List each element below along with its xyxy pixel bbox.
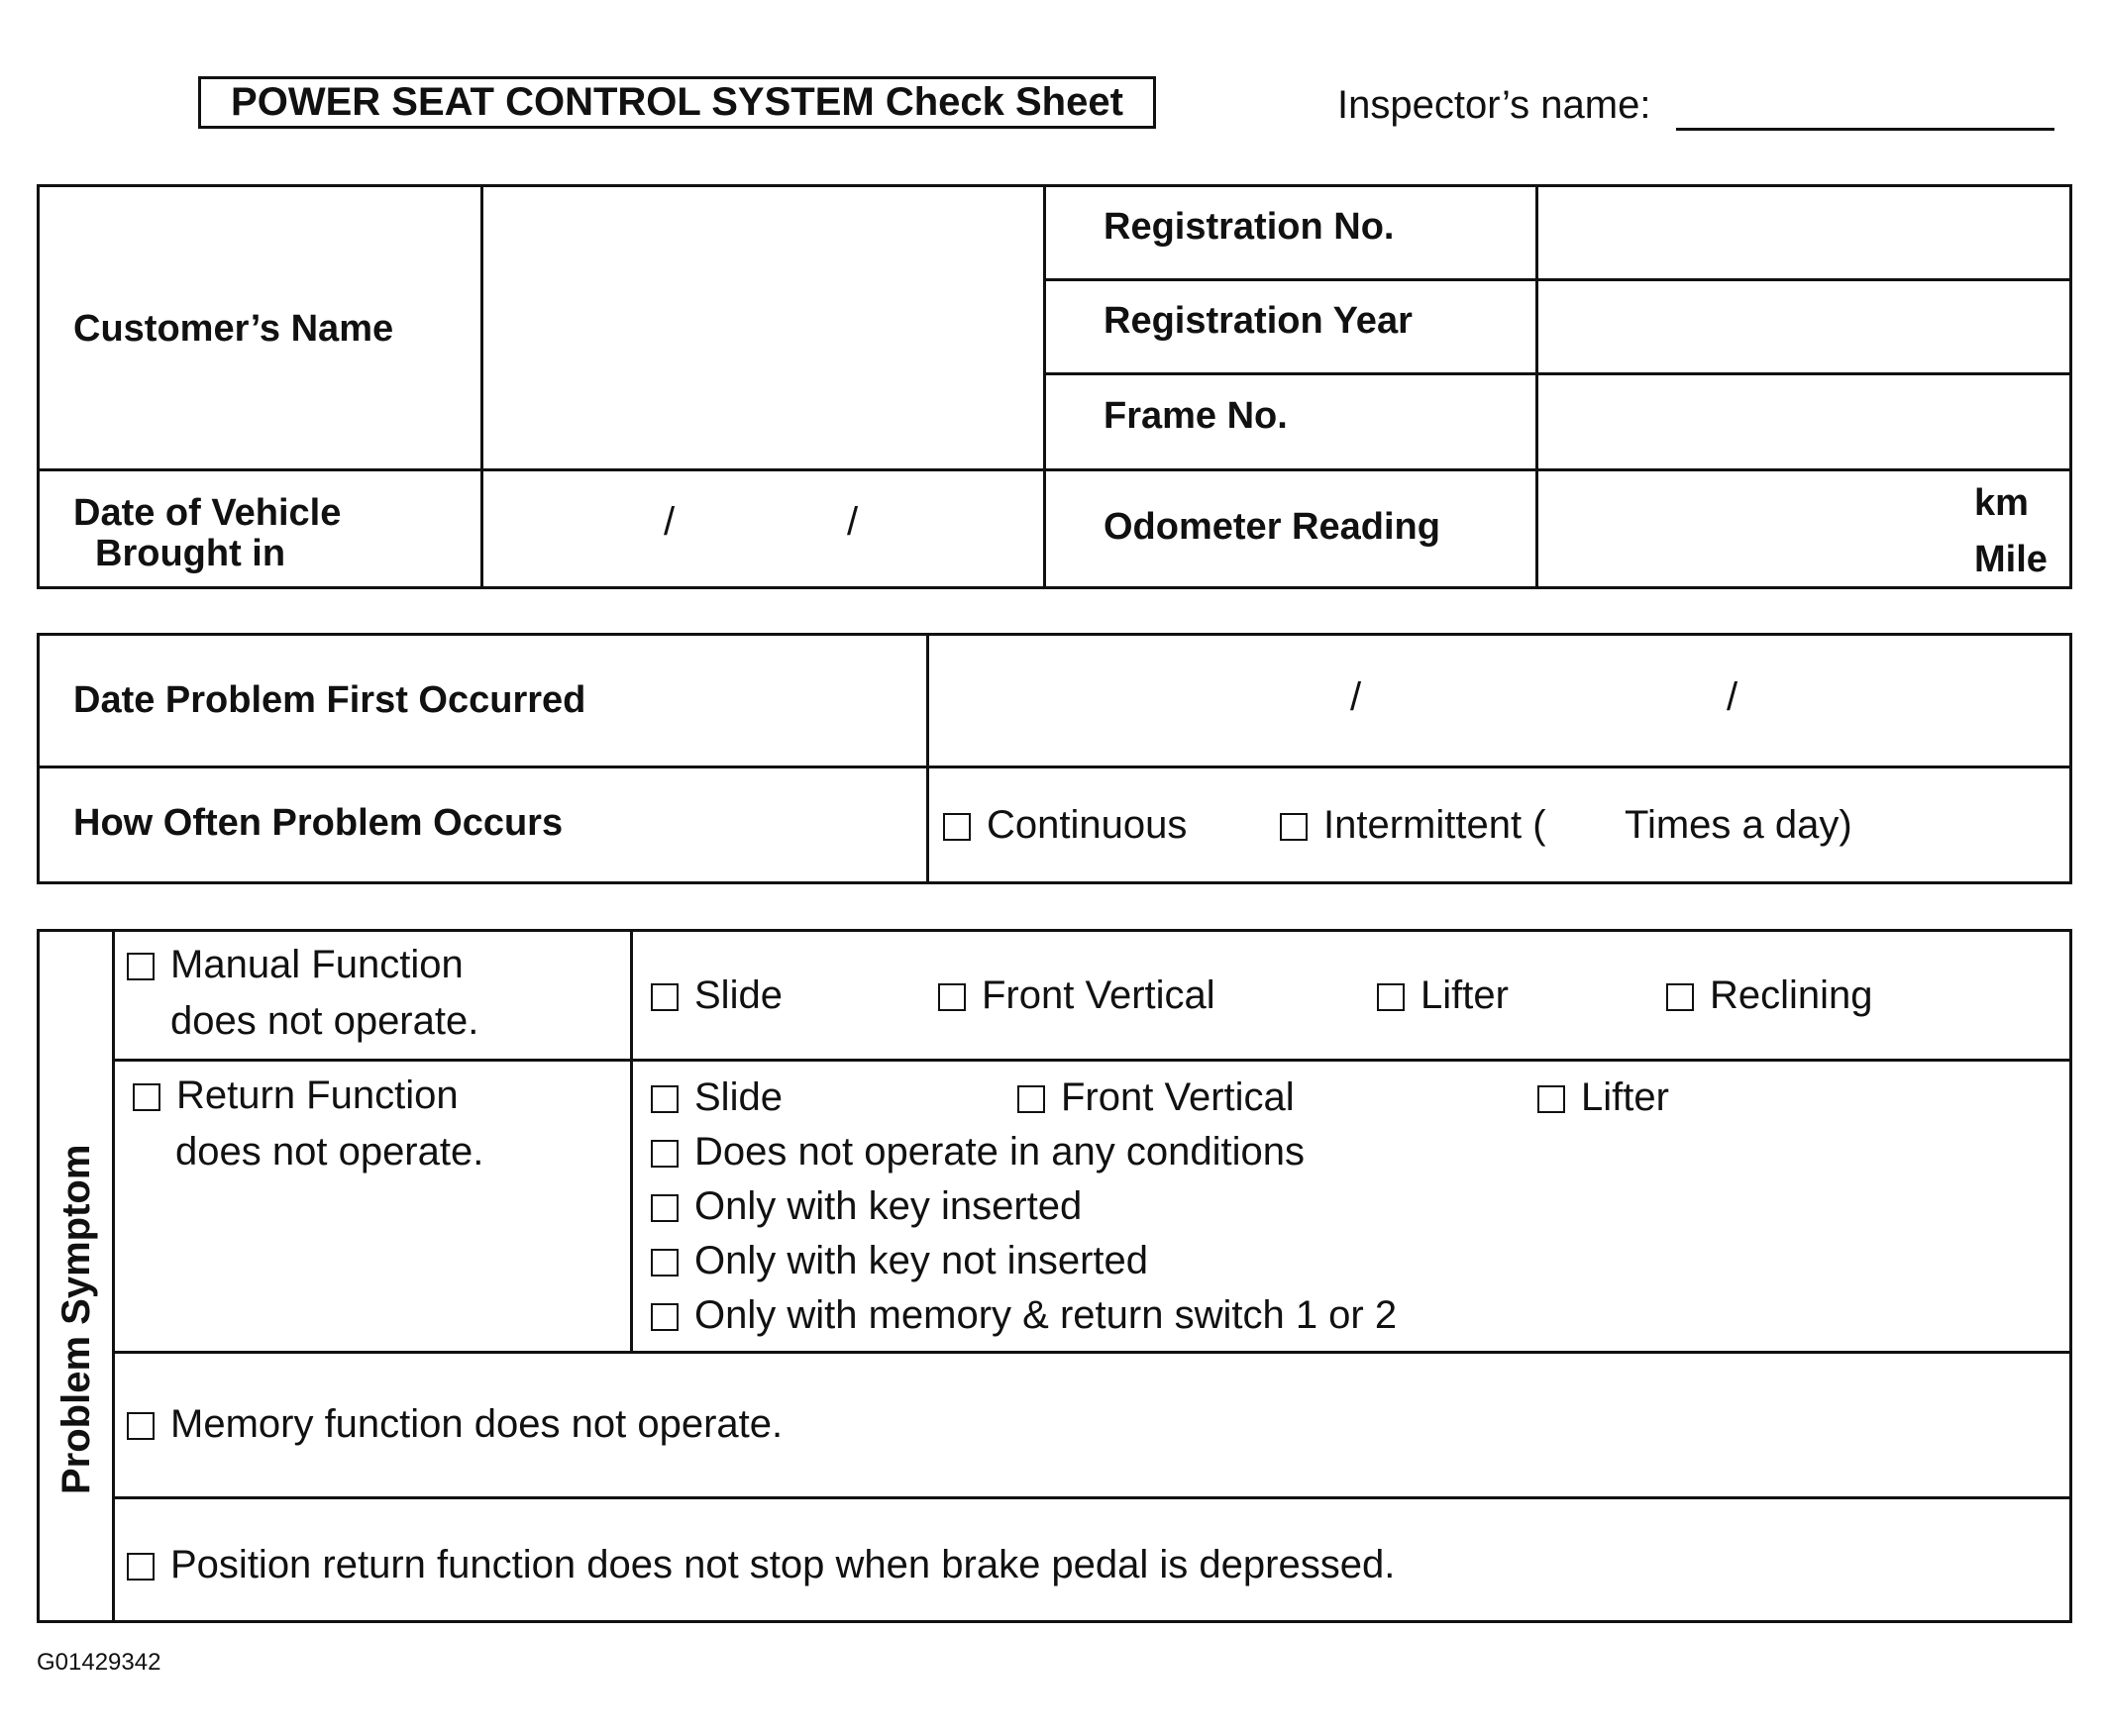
checkbox[interactable] xyxy=(127,1412,155,1440)
frame-no-field[interactable] xyxy=(1540,376,2067,465)
return-option-lifter[interactable]: Lifter xyxy=(1537,1075,1669,1119)
checkbox[interactable] xyxy=(943,813,971,841)
date-separator: / xyxy=(1350,675,1362,719)
checkbox[interactable] xyxy=(1280,813,1308,841)
checkbox[interactable] xyxy=(651,983,679,1011)
manual-option-slide[interactable]: Slide xyxy=(651,973,783,1017)
manual-option-front-vertical[interactable]: Front Vertical xyxy=(938,973,1215,1017)
frame-no-label: Frame No. xyxy=(1104,395,1288,437)
checkbox[interactable] xyxy=(1377,983,1405,1011)
customer-name-label: Customer’s Name xyxy=(73,308,394,350)
figure-id: G01429342 xyxy=(37,1649,161,1676)
return-option-slide[interactable]: Slide xyxy=(651,1075,783,1119)
date-separator: / xyxy=(1727,675,1738,719)
date-first-occurred-field[interactable] xyxy=(931,637,2067,764)
date-brought-in-label-line2: Brought in xyxy=(95,533,286,574)
registration-year-label: Registration Year xyxy=(1104,300,1413,342)
option-continuous[interactable]: Continuous xyxy=(943,803,1187,847)
date-brought-in-label-line1: Date of Vehicle xyxy=(73,492,342,534)
option-return-function[interactable]: Return Function xyxy=(133,1073,459,1117)
condition-memory-return-switch[interactable]: Only with memory & return switch 1 or 2 xyxy=(651,1293,1397,1337)
return-option-front-vertical[interactable]: Front Vertical xyxy=(1017,1075,1295,1119)
condition-key-inserted[interactable]: Only with key inserted xyxy=(651,1184,1082,1228)
how-often-label: How Often Problem Occurs xyxy=(73,802,564,844)
registration-no-field[interactable] xyxy=(1540,188,2067,276)
manual-option-reclining[interactable]: Reclining xyxy=(1666,973,1873,1017)
condition-any[interactable]: Does not operate in any conditions xyxy=(651,1130,1305,1174)
checkbox[interactable] xyxy=(127,1553,155,1581)
checkbox[interactable] xyxy=(938,983,966,1011)
inspector-name-label: Inspector’s name: xyxy=(1337,83,1651,127)
checkbox[interactable] xyxy=(651,1085,679,1113)
checkbox[interactable] xyxy=(651,1303,679,1331)
customer-name-field[interactable] xyxy=(485,188,1040,465)
condition-key-not-inserted[interactable]: Only with key not inserted xyxy=(651,1239,1148,1282)
checkbox[interactable] xyxy=(651,1140,679,1168)
option-intermittent[interactable]: Intermittent ( xyxy=(1280,803,1546,847)
unit-km: km xyxy=(1974,482,2029,524)
checkbox[interactable] xyxy=(651,1194,679,1222)
problem-symptom-label: Problem Symptom xyxy=(54,1144,98,1494)
registration-no-label: Registration No. xyxy=(1104,206,1395,248)
option-memory-function[interactable]: Memory function does not operate. xyxy=(127,1402,783,1446)
date-separator: / xyxy=(664,500,676,544)
option-manual-function[interactable]: Manual Function xyxy=(127,943,464,986)
checkbox[interactable] xyxy=(133,1083,160,1111)
checkbox[interactable] xyxy=(127,953,155,980)
return-function-line2: does not operate. xyxy=(175,1130,484,1174)
date-brought-in-field[interactable] xyxy=(485,472,1040,583)
date-first-occurred-label: Date Problem First Occurred xyxy=(73,679,586,721)
unit-mile: Mile xyxy=(1974,539,2048,580)
option-position-return[interactable]: Position return function does not stop when brake pedal is depressed. xyxy=(127,1543,1395,1586)
checkbox[interactable] xyxy=(1017,1085,1045,1113)
registration-year-field[interactable] xyxy=(1540,282,2067,370)
inspector-name-field[interactable] xyxy=(1676,128,2054,131)
sheet-title: POWER SEAT CONTROL SYSTEM Check Sheet xyxy=(198,76,1156,129)
manual-function-line2: does not operate. xyxy=(170,999,479,1043)
manual-option-lifter[interactable]: Lifter xyxy=(1377,973,1509,1017)
times-a-day-label: Times a day) xyxy=(1625,803,1852,847)
checkbox[interactable] xyxy=(1537,1085,1565,1113)
date-separator: / xyxy=(847,500,859,544)
odometer-label: Odometer Reading xyxy=(1104,506,1440,548)
checkbox[interactable] xyxy=(651,1249,679,1276)
checkbox[interactable] xyxy=(1666,983,1694,1011)
